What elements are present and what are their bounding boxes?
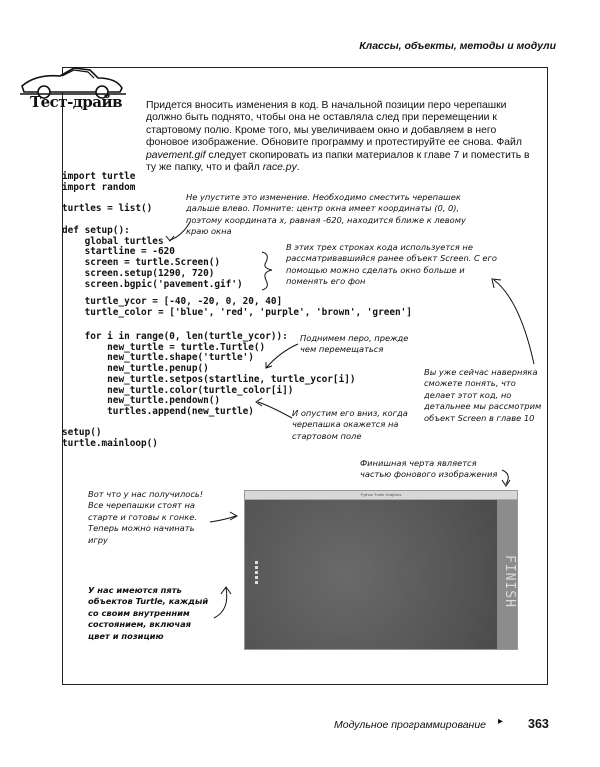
pendown-annotation: И опустим его вниз, когда черепашка окажется на стартовом поле (292, 408, 408, 441)
window-title: Python Turtle Graphics (360, 492, 402, 497)
turtle-window-screenshot (244, 490, 518, 650)
intro-paragraph: Придется вносить изменения в код. В начальной позиции перо черепашки должно быть поднято, чтобы она не оставляла след при перемещении к стартовому полю. Кроме того, мы увеличиваем окно и добавляем в него фоновое изображение. Обновите программу и протестируйте ее снова. Файл pavement.gif следует скопировать из папки материалов к главе 7 и поместить в ту же папку, что и файл race.py. (146, 100, 530, 174)
running-header: Классы, объекты, методы и модули (359, 40, 556, 52)
page-number: 363 (528, 717, 549, 731)
objects-annotation: У нас имеются пять объектов Turtle, каждый со своим внутренним состоянием, включая цвет и позицию (88, 585, 209, 641)
result-annotation: Вот что у нас получилось! Все черепашки стоят на старте и готовы к гонке. Теперь можно начинать игру (88, 489, 204, 545)
code-imports: import turtle import random (62, 171, 136, 193)
footer-arrow-icon: ▸ (498, 716, 504, 727)
pavement-background (245, 500, 497, 649)
turtle-marker (255, 571, 258, 574)
code-setup-def: def setup(): global turtles startline = -620 screen = turtle.Screen() screen.setup(1290, 720) screen.bgpic('pavement.gif') (62, 225, 243, 290)
startline-annotation: Не упустите это изменение. Необходимо сместить черепашек дальше влево. Помните: центр окна имеет координаты (0, 0), поэтому координата x, равная -620, находится ближе к левому краю окна (186, 192, 466, 237)
finish-line-annotation: Финишная черта является частью фонового изображения (360, 458, 498, 480)
turtle-marker (255, 576, 258, 579)
turtle-marker (255, 566, 258, 569)
code-for-loop: for i in range(0, len(turtle_ycor)): new_turtle = turtle.Turtle() new_turtle.shape('turtle') new_turtle.penup() new_turtle.setpos(startline, turtle_ycor[i]) new_turtle.color(turtle_color[i]) new_turtle.pendown() turtles.append(new_turtle) (84, 331, 356, 417)
screen-annotation: В этих трех строках кода используется не рассматривавшийся ранее объект Screen. С его помощью можно сделать окно больше и поменять его фон (286, 242, 497, 287)
code-turtles-list: turtles = list() (62, 203, 153, 214)
test-drive-badge: Тест-драйв (29, 93, 123, 111)
penup-annotation: Поднимем перо, прежде чем перемещаться (300, 333, 409, 355)
turtle-marker (255, 561, 258, 564)
turtle-marker (255, 581, 258, 584)
finish-label: FINISH (502, 554, 517, 608)
code-main-call: setup() turtle.mainloop() (62, 427, 158, 449)
code-turtle-lists: turtle_ycor = [-40, -20, 0, 20, 40] turtle_color = ['blue', 'red', 'purple', 'brown', 'green'] (84, 296, 412, 318)
footer-section-title: Модульное программирование (334, 719, 486, 731)
screen-object-annotation: Вы уже сейчас наверняка сможете понять, что делает этот код, но детальнее мы рассмотрим объект Screen в главе 10 (424, 367, 542, 423)
